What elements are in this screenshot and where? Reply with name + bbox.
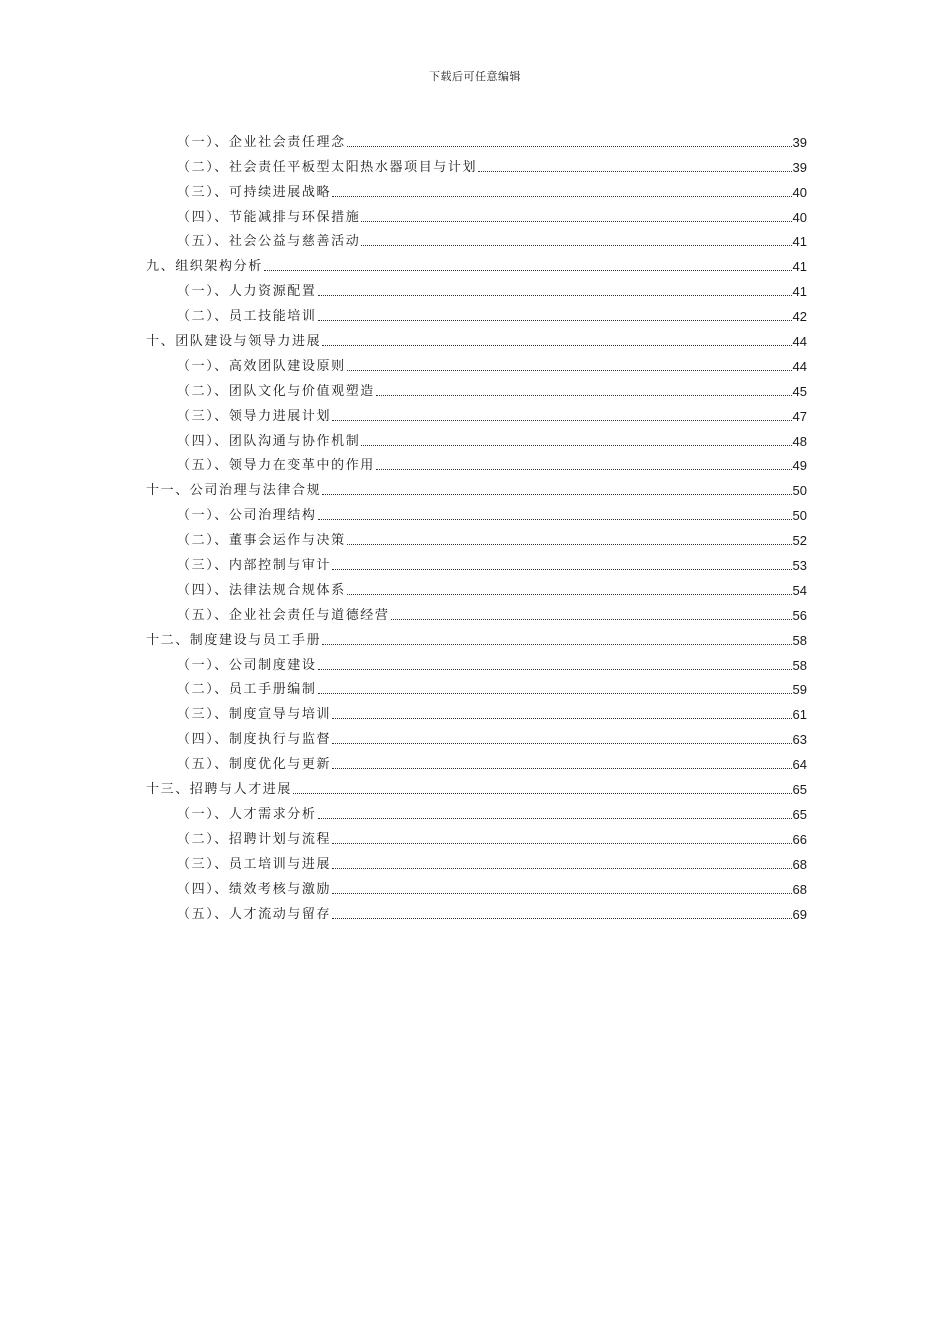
toc-section-entry[interactable]	[146, 898, 807, 923]
toc-page-number: 61	[792, 707, 807, 723]
toc-entry-title: （一）、人力资源配置	[177, 284, 317, 300]
toc-dot-leader	[361, 221, 791, 222]
toc-section-entry[interactable]	[146, 524, 807, 549]
toc-dot-leader	[347, 544, 792, 545]
toc-entry-title: （二）、董事会运作与决策	[177, 533, 346, 549]
toc-page-number: 40	[792, 209, 807, 225]
toc-entry-title: （一）、公司治理结构	[177, 508, 317, 524]
toc-page-number: 50	[792, 483, 807, 499]
toc-dot-leader	[322, 494, 791, 495]
toc-page-number: 41	[792, 284, 807, 300]
toc-dot-leader	[332, 420, 791, 421]
header-note: 下载后可任意编辑	[429, 70, 521, 83]
toc-entry-title: （三）、员工培训与进展	[177, 856, 332, 872]
toc-section-entry[interactable]	[146, 350, 807, 375]
toc-page-number: 44	[792, 358, 807, 374]
toc-section-entry[interactable]	[146, 176, 807, 201]
toc-dot-leader	[478, 171, 791, 172]
toc-page-number: 54	[792, 582, 807, 598]
toc-dot-leader	[361, 245, 791, 246]
toc-dot-leader	[293, 793, 792, 794]
toc-entry-title: （五）、领导力在变革中的作用	[177, 458, 375, 474]
toc-dot-leader	[318, 320, 792, 321]
toc-section-entry[interactable]	[146, 300, 807, 325]
toc-dot-leader	[322, 644, 791, 645]
toc-dot-leader	[332, 718, 791, 719]
toc-section-entry[interactable]	[146, 574, 807, 599]
toc-entry-title: 九、组织架构分析	[146, 259, 263, 275]
toc-page-number: 47	[792, 408, 807, 424]
toc-entry-title: （一）、人才需求分析	[177, 806, 317, 822]
toc-entry-title: 十二、制度建设与员工手册	[146, 632, 322, 648]
toc-section-entry[interactable]	[146, 873, 807, 898]
toc-page-number: 56	[792, 607, 807, 623]
toc-entry-title: （三）、可持续进展战略	[177, 184, 332, 200]
toc-dot-leader	[376, 395, 792, 396]
toc-entry-title: （二）、员工技能培训	[177, 309, 317, 325]
toc-entry-title: （二）、社会责任平板型太阳热水器项目与计划	[177, 159, 478, 175]
toc-page-number: 65	[792, 806, 807, 822]
toc-chapter-entry[interactable]	[146, 325, 807, 350]
toc-dot-leader	[318, 818, 792, 819]
toc-section-entry[interactable]	[146, 450, 807, 475]
toc-dot-leader	[347, 146, 792, 147]
toc-dot-leader	[391, 619, 792, 620]
toc-section-entry[interactable]	[146, 425, 807, 450]
toc-section-entry[interactable]	[146, 499, 807, 524]
toc-page-number: 39	[792, 134, 807, 150]
toc-section-entry[interactable]	[146, 748, 807, 773]
toc-chapter-entry[interactable]	[146, 474, 807, 499]
toc-dot-leader	[318, 295, 792, 296]
toc-dot-leader	[332, 743, 791, 744]
toc-section-entry[interactable]	[146, 723, 807, 748]
toc-section-entry[interactable]	[146, 674, 807, 699]
toc-page-number: 65	[792, 782, 807, 798]
toc-page-number: 63	[792, 732, 807, 748]
toc-dot-leader	[332, 893, 791, 894]
toc-entry-title: （四）、法律法规合规体系	[177, 582, 346, 598]
toc-section-entry[interactable]	[146, 201, 807, 226]
toc-page-number: 50	[792, 508, 807, 524]
toc-entry-title: 十三、招聘与人才进展	[146, 782, 293, 798]
toc-entry-title: （二）、招聘计划与流程	[177, 831, 332, 847]
toc-page-number: 42	[792, 309, 807, 325]
toc-entry-title: （三）、制度宣导与培训	[177, 707, 332, 723]
toc-section-entry[interactable]	[146, 400, 807, 425]
toc-entry-title: （二）、团队文化与价值观塑造	[177, 383, 375, 399]
toc-page-number: 49	[792, 458, 807, 474]
toc-section-entry[interactable]	[146, 823, 807, 848]
toc-entry-title: （三）、内部控制与审计	[177, 558, 332, 574]
toc-section-entry[interactable]	[146, 698, 807, 723]
toc-entry-title: （四）、节能减排与环保措施	[177, 209, 361, 225]
toc-entry-title: （一）、公司制度建设	[177, 657, 317, 673]
toc-entry-title: 十一、公司治理与法律合规	[146, 483, 322, 499]
toc-section-entry[interactable]	[146, 151, 807, 176]
toc-dot-leader	[332, 868, 791, 869]
toc-chapter-entry[interactable]	[146, 624, 807, 649]
toc-page-number: 59	[792, 682, 807, 698]
toc-section-entry[interactable]	[146, 549, 807, 574]
toc-dot-leader	[318, 669, 792, 670]
toc-entry-title: （一）、高效团队建设原则	[177, 358, 346, 374]
toc-entry-title: 十、团队建设与领导力进展	[146, 334, 322, 350]
toc-entry-title: （五）、人才流动与留存	[177, 906, 332, 922]
toc-section-entry[interactable]	[146, 599, 807, 624]
toc-page-number: 58	[792, 657, 807, 673]
toc-section-entry[interactable]	[146, 226, 807, 251]
toc-dot-leader	[322, 345, 791, 346]
toc-dot-leader	[332, 843, 791, 844]
toc-dot-leader	[376, 469, 792, 470]
toc-entry-title: （二）、员工手册编制	[177, 682, 317, 698]
toc-section-entry[interactable]	[146, 798, 807, 823]
toc-page-number: 69	[792, 906, 807, 922]
toc-section-entry[interactable]	[146, 848, 807, 873]
toc-entry-title: （四）、绩效考核与激励	[177, 881, 332, 897]
toc-chapter-entry[interactable]	[146, 773, 807, 798]
toc-page-number: 39	[792, 159, 807, 175]
toc-entry-title: （四）、制度执行与监督	[177, 732, 332, 748]
toc-entry-title: （五）、企业社会责任与道德经营	[177, 607, 390, 623]
toc-dot-leader	[347, 370, 792, 371]
toc-dot-leader	[332, 569, 791, 570]
toc-page-number: 53	[792, 558, 807, 574]
toc-chapter-entry[interactable]	[146, 250, 807, 275]
toc-section-entry[interactable]	[146, 275, 807, 300]
toc-section-entry[interactable]	[146, 375, 807, 400]
toc-dot-leader	[318, 693, 792, 694]
toc-entry-title: （五）、社会公益与慈善活动	[177, 234, 361, 250]
toc-entry-title: （一）、企业社会责任理念	[177, 134, 346, 150]
toc-dot-leader	[264, 270, 792, 271]
toc-dot-leader	[332, 196, 791, 197]
toc-page-number: 68	[792, 856, 807, 872]
table-of-contents	[146, 126, 807, 923]
toc-page-number: 45	[792, 383, 807, 399]
toc-page-number: 66	[792, 831, 807, 847]
toc-page-number: 52	[792, 533, 807, 549]
toc-page-number: 41	[792, 259, 807, 275]
toc-entry-title: （四）、团队沟通与协作机制	[177, 433, 361, 449]
toc-page-number: 48	[792, 433, 807, 449]
toc-entry-title: （五）、制度优化与更新	[177, 757, 332, 773]
toc-page-number: 64	[792, 757, 807, 773]
toc-dot-leader	[332, 918, 791, 919]
toc-section-entry[interactable]	[146, 126, 807, 151]
toc-dot-leader	[318, 519, 792, 520]
toc-section-entry[interactable]	[146, 649, 807, 674]
toc-dot-leader	[332, 768, 791, 769]
toc-dot-leader	[347, 594, 792, 595]
toc-dot-leader	[361, 445, 791, 446]
toc-page-number: 41	[792, 234, 807, 250]
toc-entry-title: （三）、领导力进展计划	[177, 408, 332, 424]
toc-page-number: 44	[792, 334, 807, 350]
toc-page-number: 58	[792, 632, 807, 648]
toc-page-number: 68	[792, 881, 807, 897]
toc-page-number: 40	[792, 184, 807, 200]
